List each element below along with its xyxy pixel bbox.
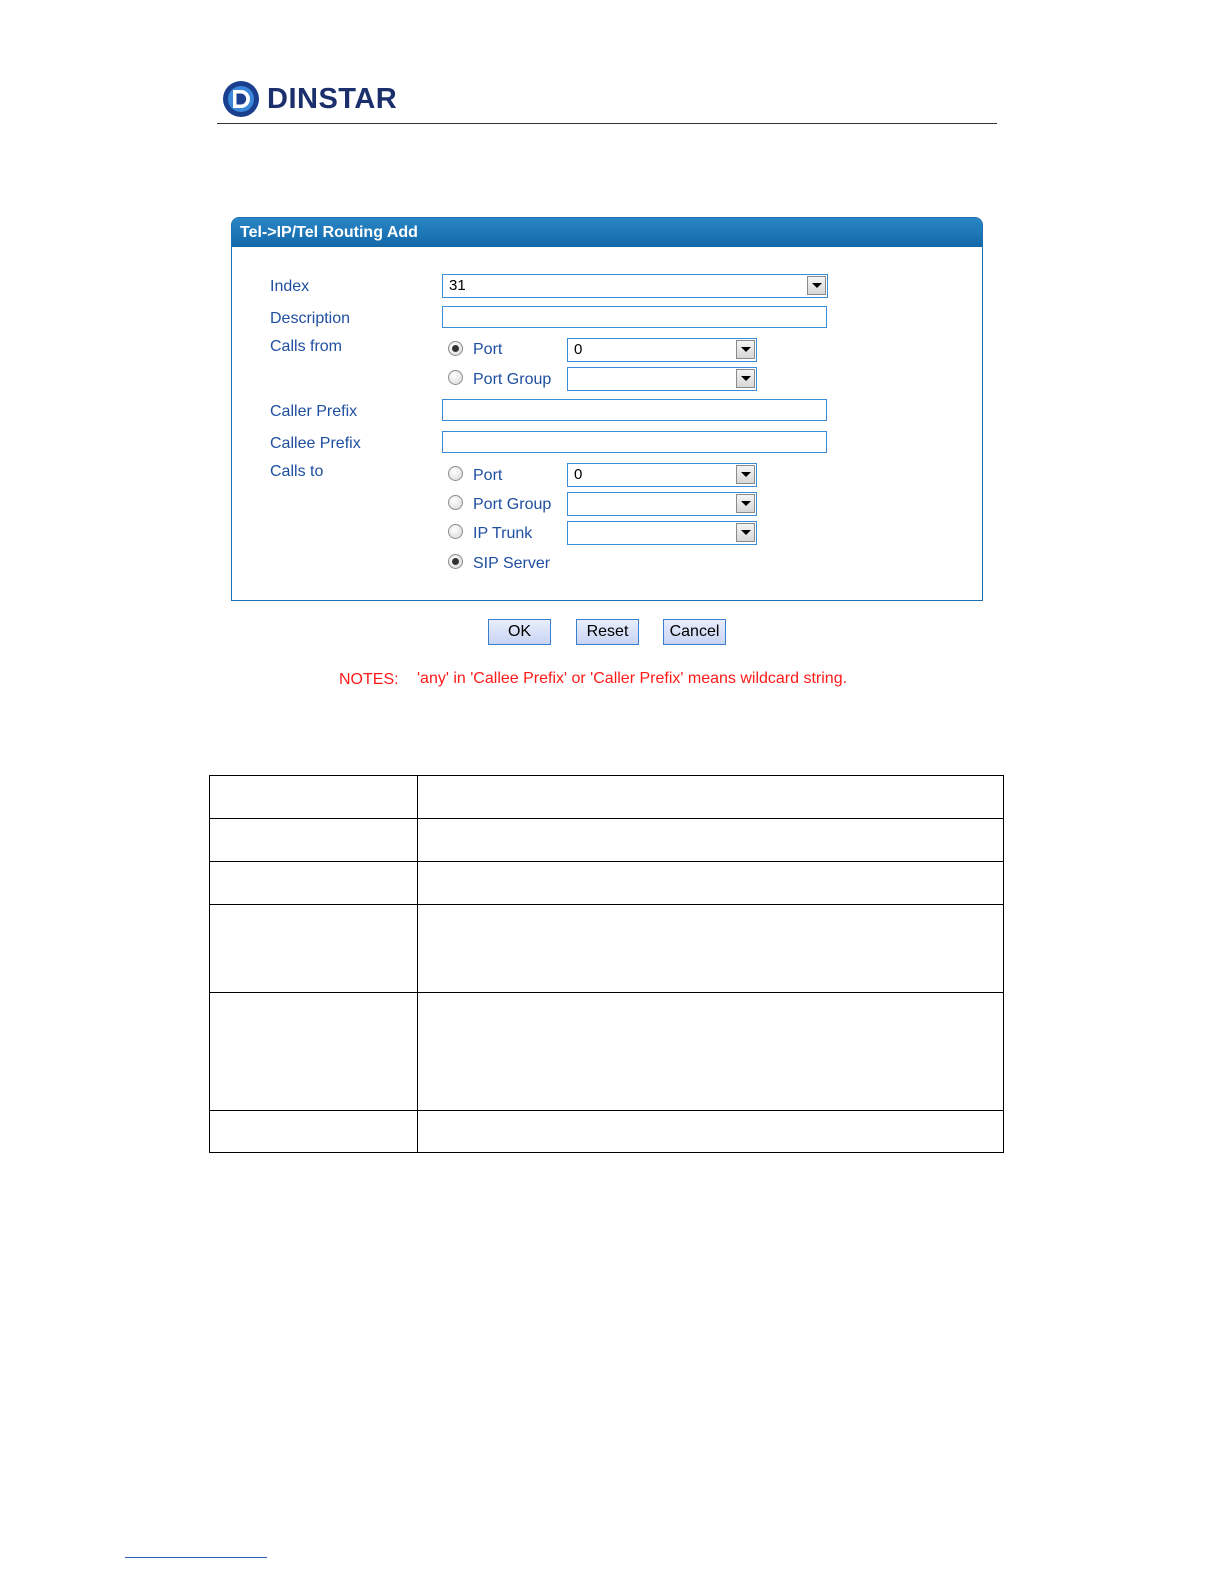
calls-to-ip-trunk-radio[interactable] <box>448 524 463 539</box>
calls-to-port-group-radio[interactable] <box>448 495 463 510</box>
table-cell <box>210 862 418 905</box>
description-label: Description <box>270 310 351 327</box>
calls-to-ip-trunk-select[interactable] <box>567 521 757 545</box>
table-row <box>210 776 1004 819</box>
calls-to-port-group-select[interactable] <box>567 492 757 516</box>
table-cell <box>418 776 1004 819</box>
calls-from-port-group-label: Port Group <box>473 371 552 388</box>
calls-to-port-label: Port <box>473 467 503 484</box>
caller-prefix-label: Caller Prefix <box>270 403 358 420</box>
calls-from-port-group-radio[interactable] <box>448 370 463 385</box>
table-row <box>210 905 1004 993</box>
calls-to-ip-trunk-label: IP Trunk <box>473 525 533 542</box>
table-cell <box>418 1111 1004 1153</box>
cancel-button[interactable]: Cancel <box>663 619 726 645</box>
description-table <box>209 775 1004 1153</box>
callee-prefix-input[interactable] <box>442 431 827 453</box>
table-cell <box>210 993 418 1111</box>
index-select[interactable] <box>442 274 828 298</box>
table-cell <box>418 993 1004 1111</box>
calls-to-port-radio[interactable] <box>448 466 463 481</box>
calls-to-port-value: 0 <box>574 466 583 483</box>
calls-to-port-select[interactable] <box>567 463 757 487</box>
callee-prefix-label: Callee Prefix <box>270 435 361 452</box>
chevron-down-icon[interactable] <box>807 276 826 295</box>
table-row <box>210 1111 1004 1153</box>
calls-to-sip-server-radio[interactable] <box>448 554 463 569</box>
table-cell <box>210 819 418 862</box>
table-cell <box>418 905 1004 993</box>
description-input[interactable] <box>442 306 827 328</box>
calls-from-port-value: 0 <box>574 341 583 358</box>
calls-from-port-group-select[interactable] <box>567 367 757 391</box>
chevron-down-icon[interactable] <box>736 523 755 542</box>
dinstar-logo-icon <box>221 79 261 119</box>
calls-to-label: Calls to <box>270 463 324 480</box>
brand-name: DINSTAR <box>267 82 398 115</box>
chevron-down-icon[interactable] <box>736 369 755 388</box>
calls-to-port-group-label: Port Group <box>473 496 552 513</box>
table-cell <box>418 862 1004 905</box>
footer-link[interactable] <box>125 1557 267 1558</box>
calls-from-port-radio[interactable] <box>448 341 463 356</box>
calls-from-port-select[interactable] <box>567 338 757 362</box>
caller-prefix-input[interactable] <box>442 399 827 421</box>
chevron-down-icon[interactable] <box>736 340 755 359</box>
ok-button[interactable]: OK <box>488 619 551 645</box>
notes-label: NOTES: <box>339 671 399 688</box>
calls-to-sip-server-label: SIP Server <box>473 555 551 572</box>
reset-button[interactable]: Reset <box>576 619 639 645</box>
calls-from-label: Calls from <box>270 338 343 355</box>
panel-title: Tel->IP/Tel Routing Add <box>232 218 982 247</box>
index-value: 31 <box>449 277 466 294</box>
notes-text: 'any' in 'Callee Prefix' or 'Caller Prefix' means wildcard string. <box>417 670 848 687</box>
index-label: Index <box>270 278 310 295</box>
dinstar-logo <box>221 78 411 120</box>
table-cell <box>418 819 1004 862</box>
table-row <box>210 819 1004 862</box>
table-cell <box>210 905 418 993</box>
chevron-down-icon[interactable] <box>736 494 755 513</box>
table-cell <box>210 1111 418 1153</box>
calls-from-port-label: Port <box>473 341 503 358</box>
table-row <box>210 993 1004 1111</box>
table-cell <box>210 776 418 819</box>
chevron-down-icon[interactable] <box>736 465 755 484</box>
header-divider <box>217 123 997 124</box>
table-row <box>210 862 1004 905</box>
